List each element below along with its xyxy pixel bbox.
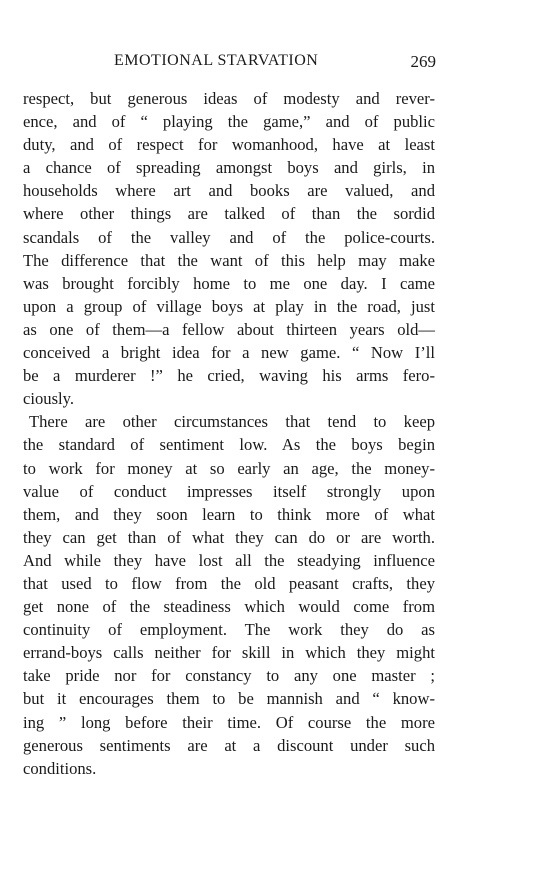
text-line: generous sentiments are at a discount under such <box>23 735 435 755</box>
text-line: conditions. <box>23 758 97 778</box>
text-line: a chance of spreading amongst boys and girls, in <box>23 158 435 178</box>
text-line: get none of the steadiness which would come from <box>23 597 435 617</box>
text-line: that used to flow from the old peasant crafts, they <box>23 573 435 593</box>
text-line: errand-boys calls neither for skill in which they might <box>23 643 435 663</box>
text-line: And while they have lost all the steadying influence <box>23 550 435 570</box>
text-line: households where art and books are valued, and <box>23 181 435 201</box>
text-line: duty, and of respect for womanhood, have at least <box>23 135 435 155</box>
text-line: respect, but generous ideas of modesty and rever- <box>23 89 435 108</box>
text-line: upon a group of village boys at play in the road, just <box>23 296 435 316</box>
text-line: be a murderer !” he cried, waving his arms fero- <box>23 366 435 386</box>
text-line: they can get than of what they can do or are worth. <box>23 527 435 547</box>
running-head <box>22 52 434 76</box>
text-line: the standard of sentiment low. As the boys begin <box>23 435 435 455</box>
text-line: ing ” long before their time. Of course the more <box>23 712 435 732</box>
body-text <box>23 87 435 780</box>
text-line: ence, and of “ playing the game,” and of public <box>23 112 435 132</box>
text-line: ciously. <box>23 389 75 409</box>
text-line: continuity of employment. The work they do as <box>23 620 435 640</box>
text-line: scandals of the valley and of the police-courts. <box>23 227 435 247</box>
text-line: but it encourages them to be mannish and “ know- <box>23 689 435 709</box>
text-line: There are other circumstances that tend to keep <box>29 412 435 432</box>
text-line: as one of them—a fellow about thirteen years old— <box>23 319 435 339</box>
text-line: The difference that the want of this help may make <box>23 250 435 270</box>
text-line: was brought forcibly home to me one day. I came <box>23 273 435 293</box>
page-number: 269 <box>410 52 436 71</box>
text-line: to work for money at so early an age, the money- <box>23 458 435 478</box>
text-line: take pride nor for constancy to any one master ; <box>23 666 435 686</box>
text-line: value of conduct impresses itself strongly upon <box>23 481 435 501</box>
text-line: them, and they soon learn to think more of what <box>23 504 435 524</box>
running-title: EMOTIONAL STARVATION <box>114 52 319 69</box>
text-line: conceived a bright idea for a new game. “ Now I’ll <box>23 343 435 363</box>
text-line: where other things are talked of than the sordid <box>23 204 435 224</box>
